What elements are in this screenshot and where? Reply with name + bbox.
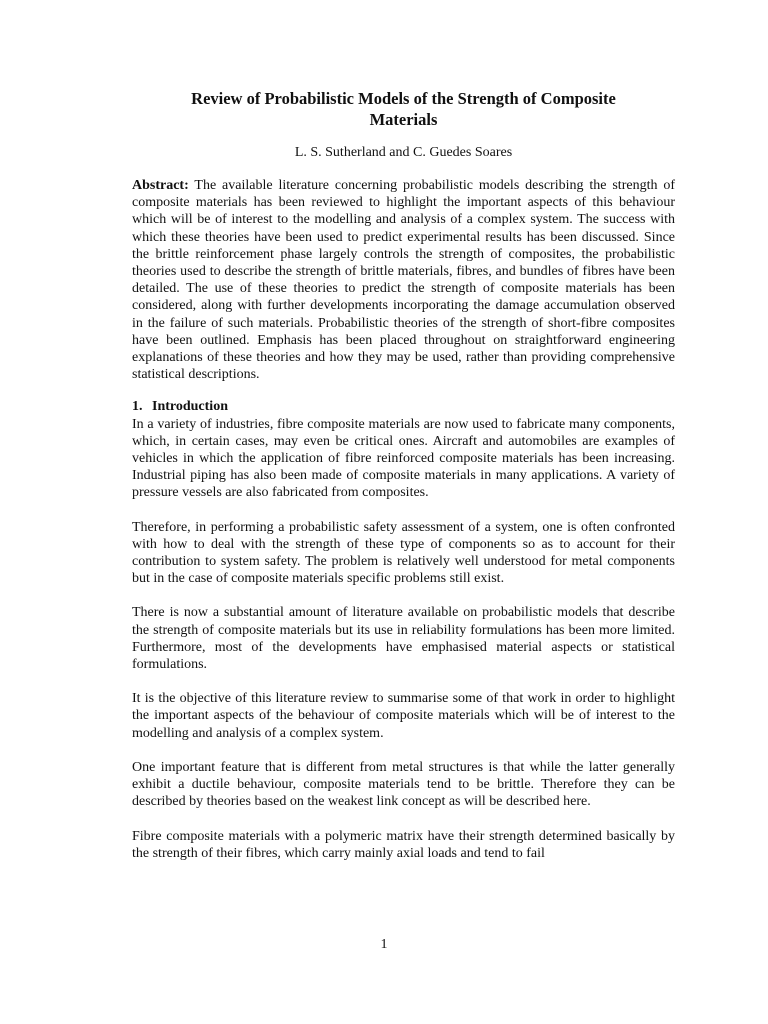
section-title: Introduction bbox=[152, 399, 228, 415]
body-paragraph-3: There is now a substantial amount of literature available on probabilistic models that describe the strength of composite materials but its use in reliability formulations has been more limited. Furthermore, most of the developments have emphasised material aspects or statistical formulations. bbox=[132, 605, 675, 673]
paper-title-line-2: Materials bbox=[369, 110, 438, 129]
body-paragraph-2: Therefore, in performing a probabilistic safety assessment of a system, one is often confronted with how to deal with the strength of these type of components so as to account for their contribution to system safety. The problem is relatively well understood for metal components but in the case of composite materials specific problems still exist. bbox=[132, 519, 675, 587]
section-number: 1. bbox=[132, 399, 143, 415]
body-paragraph-5: One important feature that is different from metal structures is that while the latter generally exhibit a ductile behaviour, composite materials tend to be brittle. Therefore they can be described by theories based on the weakest link concept as will be described here. bbox=[132, 759, 675, 810]
paper-title bbox=[132, 88, 675, 130]
page-number: 1 bbox=[380, 937, 388, 952]
abstract-text: The available literature concerning probabilistic models describing the strength of composite materials has been reviewed to highlight the important aspects of this behaviour which will be of interest to the modelling and analysis of a complex system. The success with which these theories have been used to predict experimental results has been discussed. Since the brittle reinforcement phase largely controls the strength of composites, the probabilistic theories used to describe the strength of brittle materials, fibres, and bundles of fibres have been detailed. The use of these theories to predict the strength of composite materials has been considered, along with further developments incorporating the damage accumulation observed in the failure of such materials. Probabilistic theories of the strength of short-fibre composites have been outlined. Emphasis has been placed throughout on straightforward engineering explanations of these theories and how they may be used, rather than providing comprehensive statistical descriptions. bbox=[132, 178, 676, 383]
abstract-label: Abstract: bbox=[132, 178, 189, 193]
paper-title-line-1: Review of Probabilistic Models of the Strength of Composite bbox=[191, 89, 616, 108]
abstract bbox=[132, 177, 675, 383]
paper-authors: L. S. Sutherland and C. Guedes Soares bbox=[294, 145, 513, 160]
body-paragraph-4: It is the objective of this literature review to summarise some of that work in order to highlight the important aspects of the behaviour of composite materials which will be of interest to the modelling and analysis of a complex system. bbox=[132, 691, 675, 741]
body-paragraph-6: Fibre composite materials with a polymeric matrix have their strength determined basically by the strength of their fibres, which carry mainly axial loads and tend to fail bbox=[132, 828, 675, 861]
body-paragraph-1: In a variety of industries, fibre composite materials are now used to fabricate many components, which, in certain cases, may even be critical ones. Aircraft and automobiles are examples of vehicles in which the application of fibre reinforced composite materials has been increasing. Industrial piping has also been made of composite materials in many applications. A variety of pressure vessels are also fabricated from composites. bbox=[132, 416, 675, 501]
paper-page bbox=[132, 88, 675, 862]
section-heading-introduction bbox=[132, 398, 675, 415]
